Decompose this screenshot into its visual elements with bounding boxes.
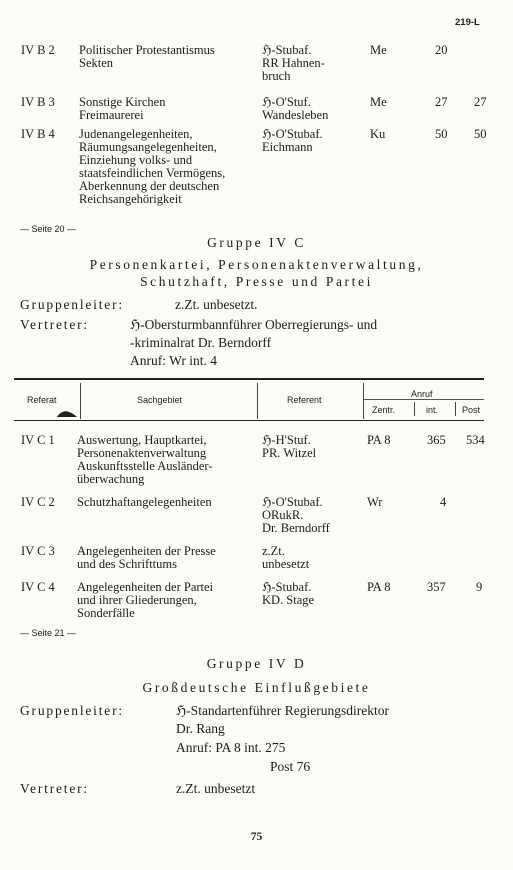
row-post: 9 xyxy=(476,580,483,594)
page-marker-seite-21: — Seite 21 — xyxy=(20,628,77,638)
group-d-deputy-value: z.Zt. unbesetzt xyxy=(176,781,256,796)
row-sachgebiet: Judenangelegenheiten, Räumungsangelegenheiten, Einziehung volks- und staatsfeindlichen Vermögens, Aberkennung der deutschen Reichsangehörigkeit xyxy=(79,127,226,206)
row-referat: IV B 4 xyxy=(21,127,55,141)
group-c-title: Gruppe IV C xyxy=(207,235,306,250)
row-int: 365 xyxy=(427,433,446,447)
group-c-deputy-label: Vertreter: xyxy=(20,317,89,332)
group-d-anruf: Anruf: PA 8 int. 275 xyxy=(176,740,286,755)
row-zentr: PA 8 xyxy=(367,580,391,594)
header-post: Post xyxy=(462,405,481,415)
header-top-rule xyxy=(14,378,484,380)
ink-blot-mark xyxy=(56,409,78,419)
page-number: 75 xyxy=(250,831,263,843)
row-referat: IV B 2 xyxy=(21,43,55,57)
row-sachgebiet: Schutzhaftangelegenheiten xyxy=(77,495,212,509)
group-c-leader-value: z.Zt. unbesetzt. xyxy=(175,297,258,312)
row-post: 27 xyxy=(474,95,487,109)
row-zentr: Ku xyxy=(370,127,386,141)
row-referat: IV C 4 xyxy=(21,580,55,594)
row-zentr: Wr xyxy=(367,495,383,509)
column-divider xyxy=(257,383,258,419)
header-int: int. xyxy=(426,405,439,415)
anruf-sub-rule xyxy=(363,399,484,400)
header-referent: Referent xyxy=(287,395,322,405)
row-post: 50 xyxy=(474,127,487,141)
row-int: 20 xyxy=(435,43,448,57)
row-post: 534 xyxy=(466,433,485,447)
row-int: 4 xyxy=(440,495,447,509)
row-int: 357 xyxy=(427,580,446,594)
row-referat: IV C 2 xyxy=(21,495,55,509)
row-int: 50 xyxy=(435,127,448,141)
group-c-leader-label: Gruppenleiter: xyxy=(20,297,124,312)
row-referat: IV C 1 xyxy=(21,433,55,447)
group-d-title: Gruppe IV D xyxy=(206,656,307,671)
row-sachgebiet: Angelegenheiten der Presse und des Schrifttums xyxy=(77,544,216,571)
page-reference: 219-L xyxy=(455,17,480,28)
row-referent: ℌ-Stubaf. RR Hahnen- bruch xyxy=(262,43,325,83)
column-divider xyxy=(414,402,415,416)
row-sachgebiet: Sonstige Kirchen Freimaurerei xyxy=(79,95,166,122)
page-marker-seite-20: — Seite 20 — xyxy=(20,224,77,234)
header-referat: Referat xyxy=(27,395,57,405)
row-referent: z.Zt. unbesetzt xyxy=(262,544,310,571)
group-d-leader-line2: Dr. Rang xyxy=(176,721,225,736)
column-divider xyxy=(80,383,81,419)
row-referent: ℌ-O'Stuf. Wandesleben xyxy=(262,95,329,122)
header-zentr: Zentr. xyxy=(372,405,396,415)
row-zentr: PA 8 xyxy=(367,433,391,447)
row-sachgebiet: Auswertung, Hauptkartei, Personenaktenverwaltung Auskunftsstelle Ausländer- überwachung xyxy=(77,433,213,486)
header-sachgebiet: Sachgebiet xyxy=(137,395,183,405)
row-sachgebiet: Politischer Protestantismus Sekten xyxy=(79,43,215,70)
group-d-subtitle: Großdeutsche Einflußgebiete xyxy=(142,680,371,695)
group-d-leader-line1: ℌ-Standartenführer Regierungsdirektor xyxy=(176,703,389,718)
column-divider xyxy=(363,383,364,419)
row-zentr: Me xyxy=(370,95,387,109)
row-referent: ℌ-O'Stubaf. ORukR. Dr. Berndorff xyxy=(262,495,330,535)
group-c-deputy-line2: -kriminalrat Dr. Berndorff xyxy=(130,335,272,350)
row-referat: IV C 3 xyxy=(21,544,55,558)
row-referat: IV B 3 xyxy=(21,95,55,109)
header-bottom-rule xyxy=(14,420,484,421)
row-int: 27 xyxy=(435,95,448,109)
group-c-subtitle-line1: Personenkartei, Personenaktenverwaltung, xyxy=(89,257,424,272)
column-divider xyxy=(455,402,456,416)
group-d-deputy-label: Vertreter: xyxy=(20,781,89,796)
group-c-deputy-line1: ℌ-Obersturmbannführer Oberregierungs- und xyxy=(130,317,378,332)
group-c-anruf: Anruf: Wr int. 4 xyxy=(130,353,217,368)
row-zentr: Me xyxy=(370,43,387,57)
row-referent: ℌ-O'Stubaf. Eichmann xyxy=(262,127,323,154)
group-d-post: Post 76 xyxy=(270,759,311,774)
row-sachgebiet: Angelegenheiten der Partei und ihrer Gliederungen, Sonderfälle xyxy=(77,580,214,620)
row-referent: ℌ-H'Stuf. PR. Witzel xyxy=(262,433,317,460)
group-c-subtitle-line2: Schutzhaft, Presse und Partei xyxy=(140,274,373,289)
header-anruf: Anruf xyxy=(411,389,433,399)
row-referent: ℌ-Stubaf. KD. Stage xyxy=(262,580,315,607)
group-d-leader-label: Gruppenleiter: xyxy=(20,703,124,718)
